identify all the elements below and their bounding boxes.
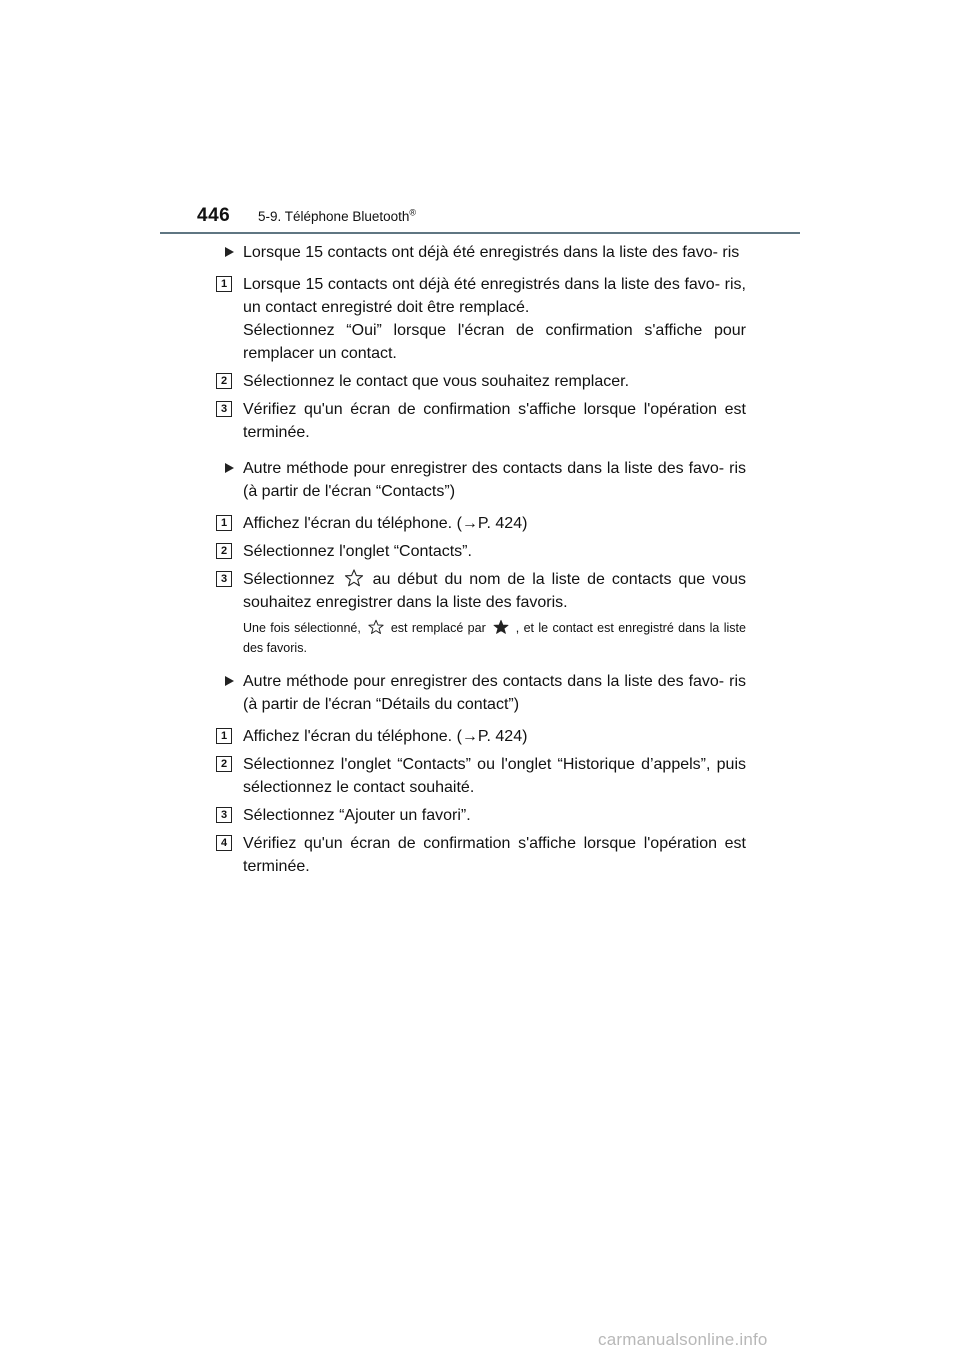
- section-heading: [216, 670, 746, 716]
- step-number-badge: 1: [216, 728, 232, 744]
- step-item: [216, 753, 746, 799]
- chapter-title-text: 5-9. Téléphone Bluetooth: [258, 209, 410, 224]
- step-number-badge: 3: [216, 571, 232, 587]
- content-body: [216, 241, 746, 883]
- section-heading-text: Autre méthode pour enregistrer des contacts dans la liste des favo- ris (à partir de l'écran “Contacts”): [243, 460, 746, 500]
- section-heading: [216, 457, 746, 503]
- note-text-start: Une fois sélectionné,: [243, 621, 361, 635]
- step-item: [216, 512, 746, 535]
- triangle-bullet-icon: [225, 463, 234, 473]
- step-text: Vérifiez qu'un écran de confirmation s'affiche lorsque l'opération est terminée.: [243, 401, 746, 441]
- step-text-continued: au début du nom de la liste de contacts que vous souhaitez enregistrer dans la liste des favoris.: [243, 571, 746, 611]
- note-text: [216, 618, 746, 658]
- step-text: Sélectionnez “Ajouter un favori”.: [243, 807, 471, 824]
- note-text-middle: est remplacé par: [390, 621, 486, 635]
- step-text: Lorsque 15 contacts ont déjà été enregistrés dans la liste des favo- ris, un contact enregistré doit être remplacé.: [243, 276, 746, 316]
- step-text: Sélectionnez le contact que vous souhaitez remplacer.: [243, 373, 630, 390]
- page-reference-arrow: →: [461, 515, 478, 532]
- step-text-continued: Sélectionnez “Oui” lorsque l'écran de confirmation s'affiche pour remplacer un contact.: [243, 322, 746, 362]
- page-reference-arrow: →: [461, 728, 478, 745]
- step-number-badge: 2: [216, 373, 232, 389]
- step-item: [216, 804, 746, 827]
- step-text: Sélectionnez l'onglet “Contacts”.: [243, 543, 472, 560]
- star-outline-icon: [343, 569, 365, 587]
- step-number-badge: 4: [216, 835, 232, 851]
- section-heading: [216, 241, 746, 264]
- header-rule: [160, 232, 800, 234]
- step-number-badge: 3: [216, 807, 232, 823]
- star-outline-icon: [367, 619, 385, 635]
- step-text: Affichez l'écran du téléphone. (: [243, 515, 462, 532]
- step-text: Vérifiez qu'un écran de confirmation s'affiche lorsque l'opération est terminée.: [243, 835, 746, 875]
- step-text: Sélectionnez l'onglet “Contacts” ou l'onglet “Historique d’appels”, puis sélectionnez le contact souhaité.: [243, 756, 746, 796]
- step-item: [216, 832, 746, 878]
- step-item: [216, 725, 746, 748]
- section-heading-text: Autre méthode pour enregistrer des contacts dans la liste des favo- ris (à partir de l'écran “Détails du contact”): [243, 673, 746, 713]
- step-number-badge: 1: [216, 515, 232, 531]
- step-item: [216, 273, 746, 365]
- step-number-badge: 1: [216, 276, 232, 292]
- step-item: [216, 568, 746, 614]
- section-heading-text: Lorsque 15 contacts ont déjà été enregistrés dans la liste des favo- ris: [243, 244, 740, 261]
- step-text: Affichez l'écran du téléphone. (: [243, 728, 462, 745]
- step-item: [216, 540, 746, 563]
- step-number-badge: 2: [216, 543, 232, 559]
- triangle-bullet-icon: [225, 247, 234, 257]
- watermark: carmanualsonline.info: [598, 1330, 768, 1349]
- page-number: 446: [197, 205, 231, 226]
- chapter-title: [258, 209, 416, 224]
- step-text: Sélectionnez: [243, 571, 335, 588]
- registered-mark: ®: [409, 207, 417, 218]
- triangle-bullet-icon: [225, 676, 234, 686]
- step-number-badge: 3: [216, 401, 232, 417]
- page-reference: P. 424): [477, 728, 528, 745]
- step-number-badge: 2: [216, 756, 232, 772]
- step-item: [216, 370, 746, 393]
- step-item: [216, 398, 746, 444]
- star-filled-icon: [492, 619, 510, 635]
- note-text-end: , et le contact est enregistré dans la liste des favoris.: [243, 621, 746, 655]
- page-reference: P. 424): [477, 515, 528, 532]
